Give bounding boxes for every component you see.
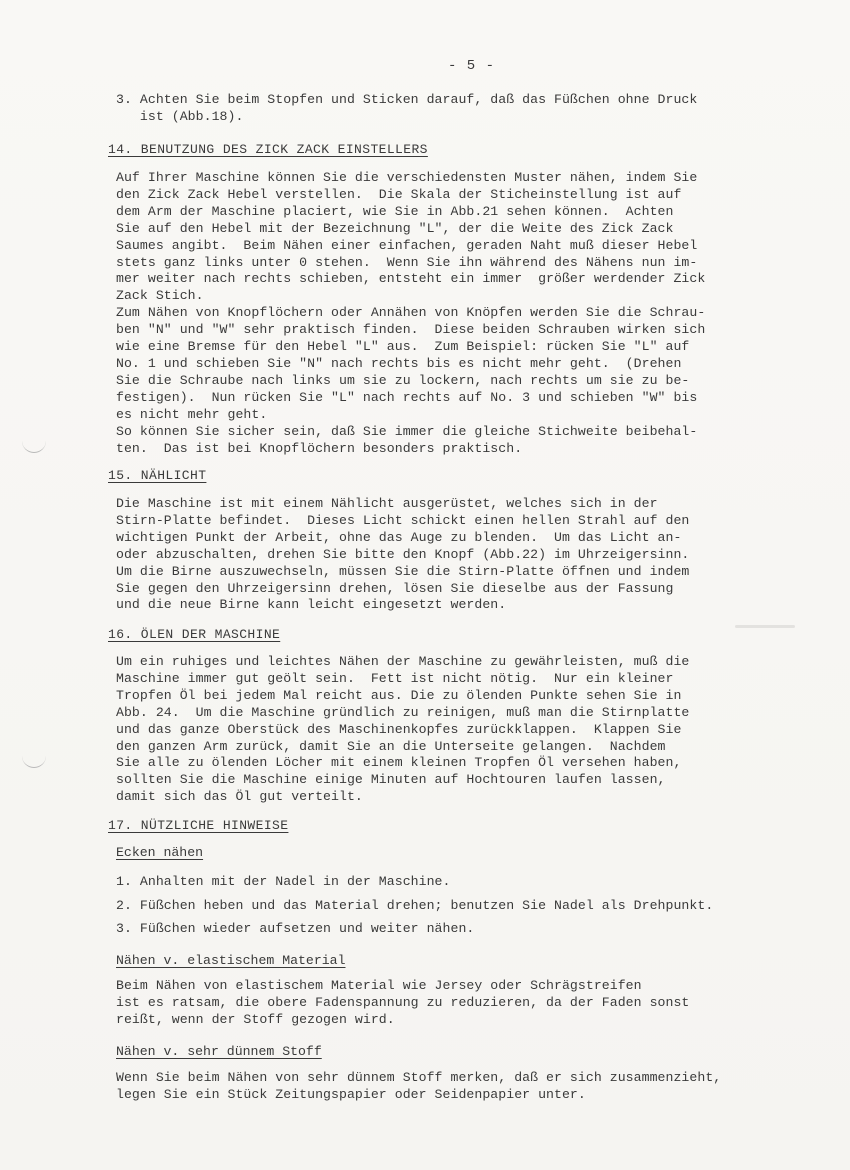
text-line: Um ein ruhiges und leichtes Nähen der Maschine zu gewährleisten, muß die xyxy=(116,654,690,669)
page-number: - 5 - xyxy=(448,58,496,74)
text-line: ten. Das ist bei Knopflöchern besonders praktisch. xyxy=(116,440,523,456)
text-line: Maschine immer gut geölt sein. Fett ist nicht nötig. Nur ein kleiner xyxy=(116,670,674,686)
section-14-heading: 14. BENUTZUNG DES ZICK ZACK EINSTELLERS xyxy=(108,142,428,157)
text-line: stets ganz links unter 0 stehen. Wenn Sie ihn während des Nähens nun im- xyxy=(116,254,698,270)
text-line: sollten Sie die Maschine einige Minuten auf Hochtouren laufen lassen, xyxy=(116,772,666,788)
corners-steps xyxy=(116,870,806,941)
text-line: mer weiter nach rechts schieben, entsteht ein immer größer werdender Zick xyxy=(116,271,706,287)
text-line: Sie gegen den Uhrzeigersinn drehen, lösen Sie dieselbe aus der Fassung xyxy=(116,580,674,596)
text-line: Tropfen Öl bei jedem Mal reicht aus. Die zu ölenden Punkte sehen Sie in xyxy=(116,687,682,703)
list-item: 3. Füßchen wieder aufsetzen und weiter nähen. xyxy=(116,921,475,936)
text-line: No. 1 und schieben Sie "N" nach rechts bis es nicht mehr geht. (Drehen xyxy=(116,355,682,371)
text-line: Abb. 24. Um die Maschine gründlich zu reinigen, muß man die Stirnplatte xyxy=(116,704,690,720)
section-15-heading: 15. NÄHLICHT xyxy=(108,468,207,483)
text-line: den ganzen Arm zurück, damit Sie an die Unterseite gelangen. Nachdem xyxy=(116,738,666,754)
section-16-heading: 16. ÖLEN DER MASCHINE xyxy=(108,627,281,642)
text-line: wichtigen Punkt der Arbeit, ohne das Auge zu blenden. Um das Licht an- xyxy=(116,529,682,545)
text-line: oder abzuschalten, drehen Sie bitte den Knopf (Abb.22) im Uhrzeigersinn. xyxy=(116,546,690,562)
punch-hole-mark xyxy=(22,755,46,768)
paper-smudge xyxy=(735,625,795,628)
text-line: 3. Achten Sie beim Stopfen und Sticken darauf, daß das Füßchen ohne Druck xyxy=(116,92,698,107)
text-line: Sie die Schraube nach links um sie zu lockern, nach rechts um sie zu be- xyxy=(116,372,690,388)
text-line: damit sich das Öl gut verteilt. xyxy=(116,789,363,805)
text-line: Saumes angibt. Beim Nähen einer einfachen, geraden Naht muß dieser Hebel xyxy=(116,237,698,253)
text-line: ist (Abb.18). xyxy=(116,108,244,124)
text-line: Um die Birne auszuwechseln, müssen Sie die Stirn-Platte öffnen und indem xyxy=(116,563,690,579)
text-line: legen Sie ein Stück Zeitungspapier oder Seidenpapier unter. xyxy=(116,1086,586,1102)
text-line: den Zick Zack Hebel verstellen. Die Skala der Sticheinstellung ist auf xyxy=(116,186,682,202)
text-line: Die Maschine ist mit einem Nählicht ausgerüstet, welches sich in der xyxy=(116,496,658,511)
text-line: Wenn Sie beim Nähen von sehr dünnem Stoff merken, daß er sich zusammenzieht, xyxy=(116,1070,722,1085)
text-line: Beim Nähen von elastischem Material wie Jersey oder Schrägstreifen xyxy=(116,978,642,993)
text-line: Auf Ihrer Maschine können Sie die verschiedensten Muster nähen, indem Sie xyxy=(116,170,698,185)
text-line: und die neue Birne kann leicht eingesetzt werden. xyxy=(116,597,507,613)
text-line: So können Sie sicher sein, daß Sie immer die gleiche Stichweite beibehal- xyxy=(116,423,698,439)
text-line: Zack Stich. xyxy=(116,288,204,304)
text-line: Sie auf den Hebel mit der Bezeichnung "L", der die Weite des Zick Zack xyxy=(116,220,674,236)
text-line: es nicht mehr geht. xyxy=(116,406,268,422)
section-16-body xyxy=(116,654,806,806)
corners-subheading: Ecken nähen xyxy=(116,845,204,860)
text-line: reißt, wenn der Stoff gezogen wird. xyxy=(116,1011,395,1027)
section-17-heading: 17. NÜTZLICHE HINWEISE xyxy=(108,818,289,833)
section-14-body xyxy=(116,170,806,457)
text-line: und das ganze Oberstück des Maschinenkopfes zurückklappen. Klappen Sie xyxy=(116,721,682,737)
thin-fabric-body xyxy=(116,1070,806,1104)
punch-hole-mark xyxy=(22,440,46,453)
text-line: ben "N" und "W" sehr praktisch finden. Diese beiden Schrauben wirken sich xyxy=(116,322,706,338)
text-line: Stirn-Platte befindet. Dieses Licht schickt einen hellen Strahl auf den xyxy=(116,512,690,528)
text-line: Sie alle zu ölenden Löcher mit einem kleinen Tropfen Öl versehen haben, xyxy=(116,755,682,771)
section-15-body xyxy=(116,496,806,614)
text-line: wie eine Bremse für den Hebel "L" aus. Zum Beispiel: rücken Sie "L" auf xyxy=(116,339,690,355)
text-line: festigen). Nun rücken Sie "L" nach rechts auf No. 3 und schieben "W" bis xyxy=(116,389,698,405)
text-line: Zum Nähen von Knopflöchern oder Annähen von Knöpfen werden Sie die Schrau- xyxy=(116,305,706,321)
text-line: dem Arm der Maschine placiert, wie Sie in Abb.21 sehen können. Achten xyxy=(116,203,674,219)
list-item: 2. Füßchen heben und das Material drehen; benutzen Sie Nadel als Drehpunkt. xyxy=(116,897,714,913)
text-line: ist es ratsam, die obere Fadenspannung zu reduzieren, da der Faden sonst xyxy=(116,994,690,1010)
intro-item xyxy=(116,92,806,126)
elastic-subheading: Nähen v. elastischem Material xyxy=(116,953,346,968)
list-item: 1. Anhalten mit der Nadel in der Maschine. xyxy=(116,874,451,889)
elastic-body xyxy=(116,978,806,1029)
thin-fabric-subheading: Nähen v. sehr dünnem Stoff xyxy=(116,1044,322,1059)
